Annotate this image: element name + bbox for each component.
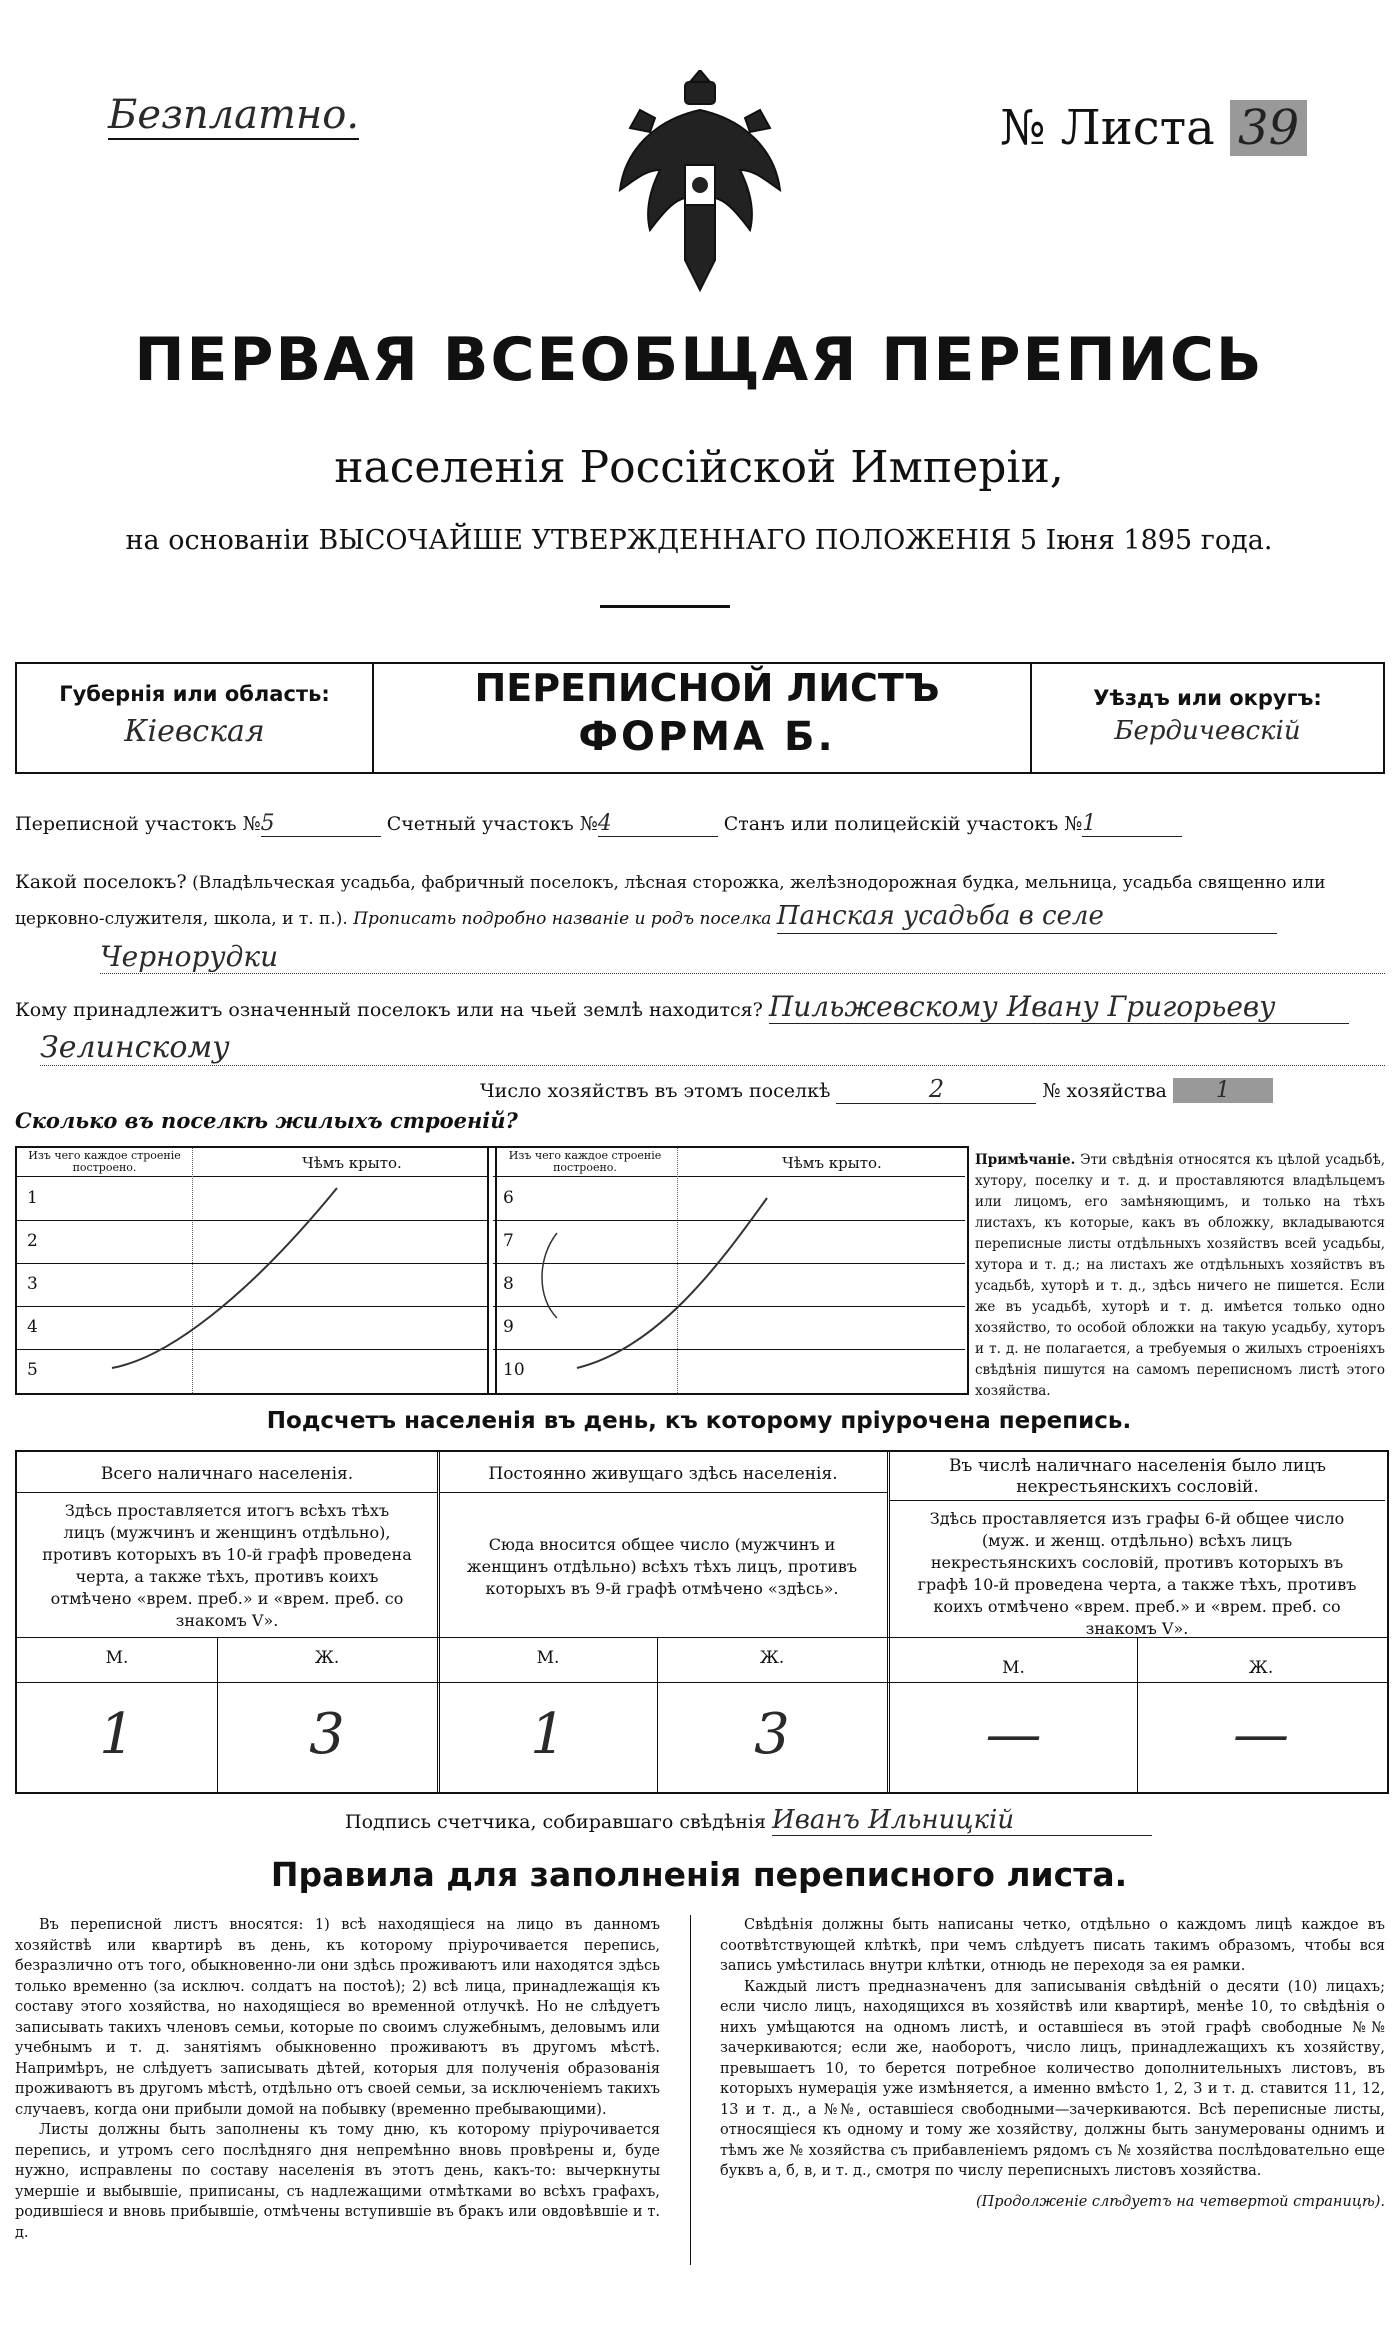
left-row-number: 3 bbox=[27, 1274, 38, 1294]
buildings-table bbox=[15, 1146, 969, 1395]
stan-label: Станъ или полицейскій участокъ № bbox=[723, 813, 1083, 835]
owner-value2: Зелинскому bbox=[40, 1030, 1385, 1066]
district-line bbox=[15, 812, 1385, 837]
owner-label: Кому принадлежитъ означенный поселокъ или на чьей землѣ находится? bbox=[15, 999, 763, 1021]
signature-line bbox=[345, 1805, 1152, 1836]
note-text: Эти свѣдѣнія относятся къ цѣлой усадьбѣ, хутору, поселку и т. д. и проставляются владѣльцемъ или лицомъ, его замѣняющимъ, и только на тѣхъ листахъ, къ которые, какъ въ обложку, вкладываются переписные листы отдѣльныхъ хозяйствъ всей усадьбы, хутора и т. д.; на листахъ же отдѣльныхъ хозяйствъ въ усадьбѣ, хуторѣ и т. д., здѣсь ничего не пишется. Если же въ усадьбѣ, хуторѣ и т. д. имѣется только одно хозяйство, то особой обложки на такую усадьбу, хуторъ и т. д. не полагается, а требуемыя о жилыхъ строеніяхъ свѣдѣнія пишутся на самомъ переписномъ листѣ этого хозяйства. bbox=[975, 1152, 1385, 1399]
census-district-value: 5 bbox=[261, 812, 381, 837]
col1-m-label: М. bbox=[105, 1648, 129, 1668]
uezd-label: Уѣздъ или округъ: bbox=[1093, 686, 1322, 710]
sheet-number-value: 39 bbox=[1230, 100, 1307, 156]
value-total-m: 1 bbox=[99, 1702, 135, 1767]
right-row-number: 8 bbox=[503, 1274, 514, 1294]
settlement-block bbox=[15, 866, 1385, 936]
population-table bbox=[15, 1450, 1389, 1794]
rules-left-p2: Листы должны быть заполнены къ тому дню, къ которому пріурочивается перепись, и утромъ сего послѣдняго дня непремѣнно вновь провѣрены и, буде нужно, исправлены по составу населенія въ этотъ день, какъ-то: вычеркнуты умершіе и выбывшіе, приписаны, съ надлежащими отмѣтками во всѣхъ графахъ, родившіеся и вновь прибывшіе, отмѣчены вступившіе въ бракъ или овдовѣвшіе и т. д. bbox=[15, 2122, 660, 2241]
col1-title: Всего наличнаго населенія. bbox=[100, 1464, 354, 1484]
gubernia-label: Губернія или область: bbox=[59, 682, 330, 706]
divider bbox=[600, 605, 730, 608]
households-label: Число хозяйствъ въ этомъ поселкѣ bbox=[480, 1080, 831, 1102]
rules-right-column bbox=[720, 1915, 1385, 2212]
buildings-label: Сколько въ поселкѣ жилыхъ строеній? bbox=[15, 1108, 518, 1133]
settlement-hint2: Прописать подробно названіе и родъ поселка bbox=[353, 909, 772, 929]
value-nonpeasant-f: — bbox=[1233, 1702, 1289, 1767]
col1-text: Здѣсь проставляется итогъ всѣхъ тѣхъ лицъ (мужчинъ и женщинъ отдѣльно), противъ которыхъ въ 10-й графѣ проведена черта, а также тѣхъ, противъ коихъ отмѣчено «врем. преб.» и «врем. преб. со знакомъ V». bbox=[42, 1501, 412, 1630]
document-title: ПЕРВАЯ ВСЕОБЩАЯ ПЕРЕПИСЬ bbox=[134, 325, 1264, 395]
settlement-value2: Чернорудки bbox=[100, 940, 1385, 974]
household-number-label: № хозяйства bbox=[1042, 1080, 1167, 1102]
rules-title: Правила для заполненія переписного листа. bbox=[270, 1855, 1128, 1894]
right-row-number: 7 bbox=[503, 1231, 514, 1251]
left-row-number: 2 bbox=[27, 1231, 38, 1251]
left-row-number: 1 bbox=[27, 1188, 38, 1208]
rules-divider bbox=[690, 1915, 691, 2265]
settlement-hint: (Владѣльческая усадьба, фабричный поселокъ, лѣсная сторожка, желѣзнодорожная будка, мельница, усадьба священно или церковно-служителя, школа, и т. п.). bbox=[15, 873, 1326, 929]
rules-left-column bbox=[15, 1915, 660, 2243]
form-center-title: ПЕРЕПИСНОЙ ЛИСТЪ bbox=[474, 666, 940, 710]
value-permanent-m: 1 bbox=[530, 1702, 566, 1767]
note-block bbox=[975, 1150, 1385, 1402]
col2-title: Постоянно живущаго здѣсь населенія. bbox=[488, 1464, 838, 1484]
gubernia-value: Кіевская bbox=[124, 714, 265, 749]
settlement-label: Какой поселокъ? bbox=[15, 871, 187, 893]
left-row-number: 4 bbox=[27, 1317, 38, 1337]
sheet-number bbox=[1000, 100, 1307, 156]
roof-header-left: Чѣмъ крыто. bbox=[302, 1154, 402, 1172]
document-basis: на основаніи ВЫСОЧАЙШЕ УТВЕРЖДЕННАГО ПОЛОЖЕНІЯ 5 Іюня 1895 года. bbox=[125, 525, 1273, 556]
value-nonpeasant-m: — bbox=[985, 1702, 1042, 1767]
roof-header-right: Чѣмъ крыто. bbox=[782, 1154, 882, 1172]
right-row-number: 9 bbox=[503, 1317, 514, 1337]
counting-district-value: 4 bbox=[598, 812, 718, 837]
col3-f-label: Ж. bbox=[1248, 1658, 1274, 1678]
cancel-strokes bbox=[17, 1148, 967, 1393]
coat-of-arms-icon bbox=[615, 70, 785, 300]
col2-text: Сюда вносится общее число (мужчинъ и женщинъ отдѣльно) всѣхъ тѣхъ лицъ, противъ которыхъ въ 9-й графѣ отмѣчено «здѣсь». bbox=[466, 1535, 858, 1598]
left-row-number: 5 bbox=[27, 1360, 38, 1380]
right-row-number: 10 bbox=[503, 1360, 525, 1380]
form-center-form: ФОРМА Б. bbox=[578, 714, 836, 760]
rules-left-p1: Въ переписной листъ вносятся: 1) всѣ находящіеся на лицо въ данномъ хозяйствѣ или квартирѣ въ день, къ которому пріурочивается перепись, безразлично отъ того, обыкновенно-ли они здѣсь проживаютъ или находятся здѣсь только временно (за исключ. солдатъ на постоѣ); 2) всѣ лица, принадлежащія къ составу этого хозяйства, но находящіеся во временной отлучкѣ. Но не слѣдуетъ записывать такихъ членовъ семьи, которые по своимъ служебнымъ, деловымъ или учебнымъ и т. д. занятіямъ обыкновенно проживаютъ въ другомъ мѣстѣ. Напримѣръ, не слѣдуетъ записывать дѣтей, которыя для полученія образованія проживаютъ въ другомъ мѣстѣ, отдѣльно отъ своей семьи, за исключеніемъ такихъ случаевъ, когда они прибыли домой на побывку (временно пребывающими). bbox=[15, 1917, 660, 2118]
material-header-right: Изъ чего каждое строеніе построено. bbox=[508, 1149, 662, 1174]
households-value: 2 bbox=[836, 1075, 1036, 1104]
signature-label: Подпись счетчика, собиравшаго свѣдѣнія bbox=[345, 1811, 766, 1833]
value-permanent-f: 3 bbox=[754, 1702, 790, 1767]
col1-f-label: Ж. bbox=[314, 1648, 340, 1668]
sheet-number-label: № Листа bbox=[1000, 100, 1215, 156]
right-row-number: 6 bbox=[503, 1188, 514, 1208]
household-number-value: 1 bbox=[1173, 1078, 1273, 1103]
rules-right-p2: Каждый листъ предназначенъ для записыванія свѣдѣній о десяти (10) лицахъ; если число лицъ, находящихся въ хозяйствѣ или квартирѣ, менѣе 10, то свѣдѣнія о нихъ умѣщаются на одномъ листѣ, и оставшіеся въ этой графѣ свободные №№ зачеркиваются; если же, наоборотъ, число лицъ, принадлежащихъ къ хозяйству, превышаетъ 10, то берется потребное количество дополнительныхъ листовъ, въ которыхъ нумерація уже измѣняется, а именно вмѣсто 1, 2, 3 и т. д. ставится 11, 12, 13 и т. д., а №№, оставшіеся свободными—зачеркиваются. Всѣ переписные листы, относящіеся къ одному и тому же хозяйству, должны быть занумерованы однимъ и тѣмъ же № хозяйства съ прибавленіемъ рядомъ съ № хозяйства послѣдовательно еще буквъ а, б, в, и т. д., смотря по числу переписныхъ листовъ хозяйства. bbox=[720, 1978, 1385, 2179]
col3-text: Здѣсь проставляется изъ графы 6-й общее число (муж. и женщ. отдѣльно) всѣхъ лицъ некрестьянскихъ сословій, противъ которыхъ въ графѣ 10-й проведена черта, а также тѣхъ, противъ коихъ отмѣчено «врем. преб.» и «врем. преб. со знакомъ V». bbox=[917, 1509, 1357, 1638]
rules-continued: (Продолженіе слѣдуетъ на четвертой страницѣ). bbox=[975, 2193, 1385, 2210]
owner-line bbox=[15, 990, 1385, 1024]
document-subtitle: населенія Россійской Имперіи, bbox=[334, 442, 1064, 493]
settlement-value1: Панская усадьба в селе bbox=[777, 900, 1277, 934]
material-header-left: Изъ чего каждое строеніе построено. bbox=[28, 1149, 181, 1174]
owner-value1: Пильжевскому Ивану Григорьеву bbox=[769, 990, 1349, 1024]
col2-f-label: Ж. bbox=[759, 1648, 785, 1668]
col2-m-label: М. bbox=[536, 1648, 560, 1668]
uezd-value: Бердичевскій bbox=[1114, 716, 1301, 746]
col3-title: Въ числѣ наличнаго населенія было лицъ некрестьянскихъ сословій. bbox=[949, 1456, 1326, 1497]
col3-m-label: М. bbox=[1002, 1658, 1025, 1678]
form-box bbox=[15, 662, 1385, 774]
free-label: Безплатно. bbox=[108, 92, 360, 138]
rules-right-p1: Свѣдѣнія должны быть написаны четко, отдѣльно о каждомъ лицѣ каждое въ соотвѣтствующей клѣткѣ, при чемъ слѣдуетъ писать такимъ образомъ, чтобы вся запись умѣстилась внутри клѣтки, отнюдь не переходя за ея рамки. bbox=[720, 1917, 1385, 1974]
census-district-label: Переписной участокъ № bbox=[15, 813, 261, 835]
households-line bbox=[480, 1075, 1273, 1104]
stan-value: 1 bbox=[1082, 812, 1182, 837]
note-head: Примѣчаніе. bbox=[975, 1152, 1076, 1168]
counting-district-label: Счетный участокъ № bbox=[386, 813, 598, 835]
population-heading: Подсчетъ населенія въ день, къ которому пріурочена перепись. bbox=[266, 1408, 1132, 1434]
signature-value: Иванъ Ильницкій bbox=[772, 1805, 1152, 1836]
value-total-f: 3 bbox=[309, 1702, 345, 1767]
